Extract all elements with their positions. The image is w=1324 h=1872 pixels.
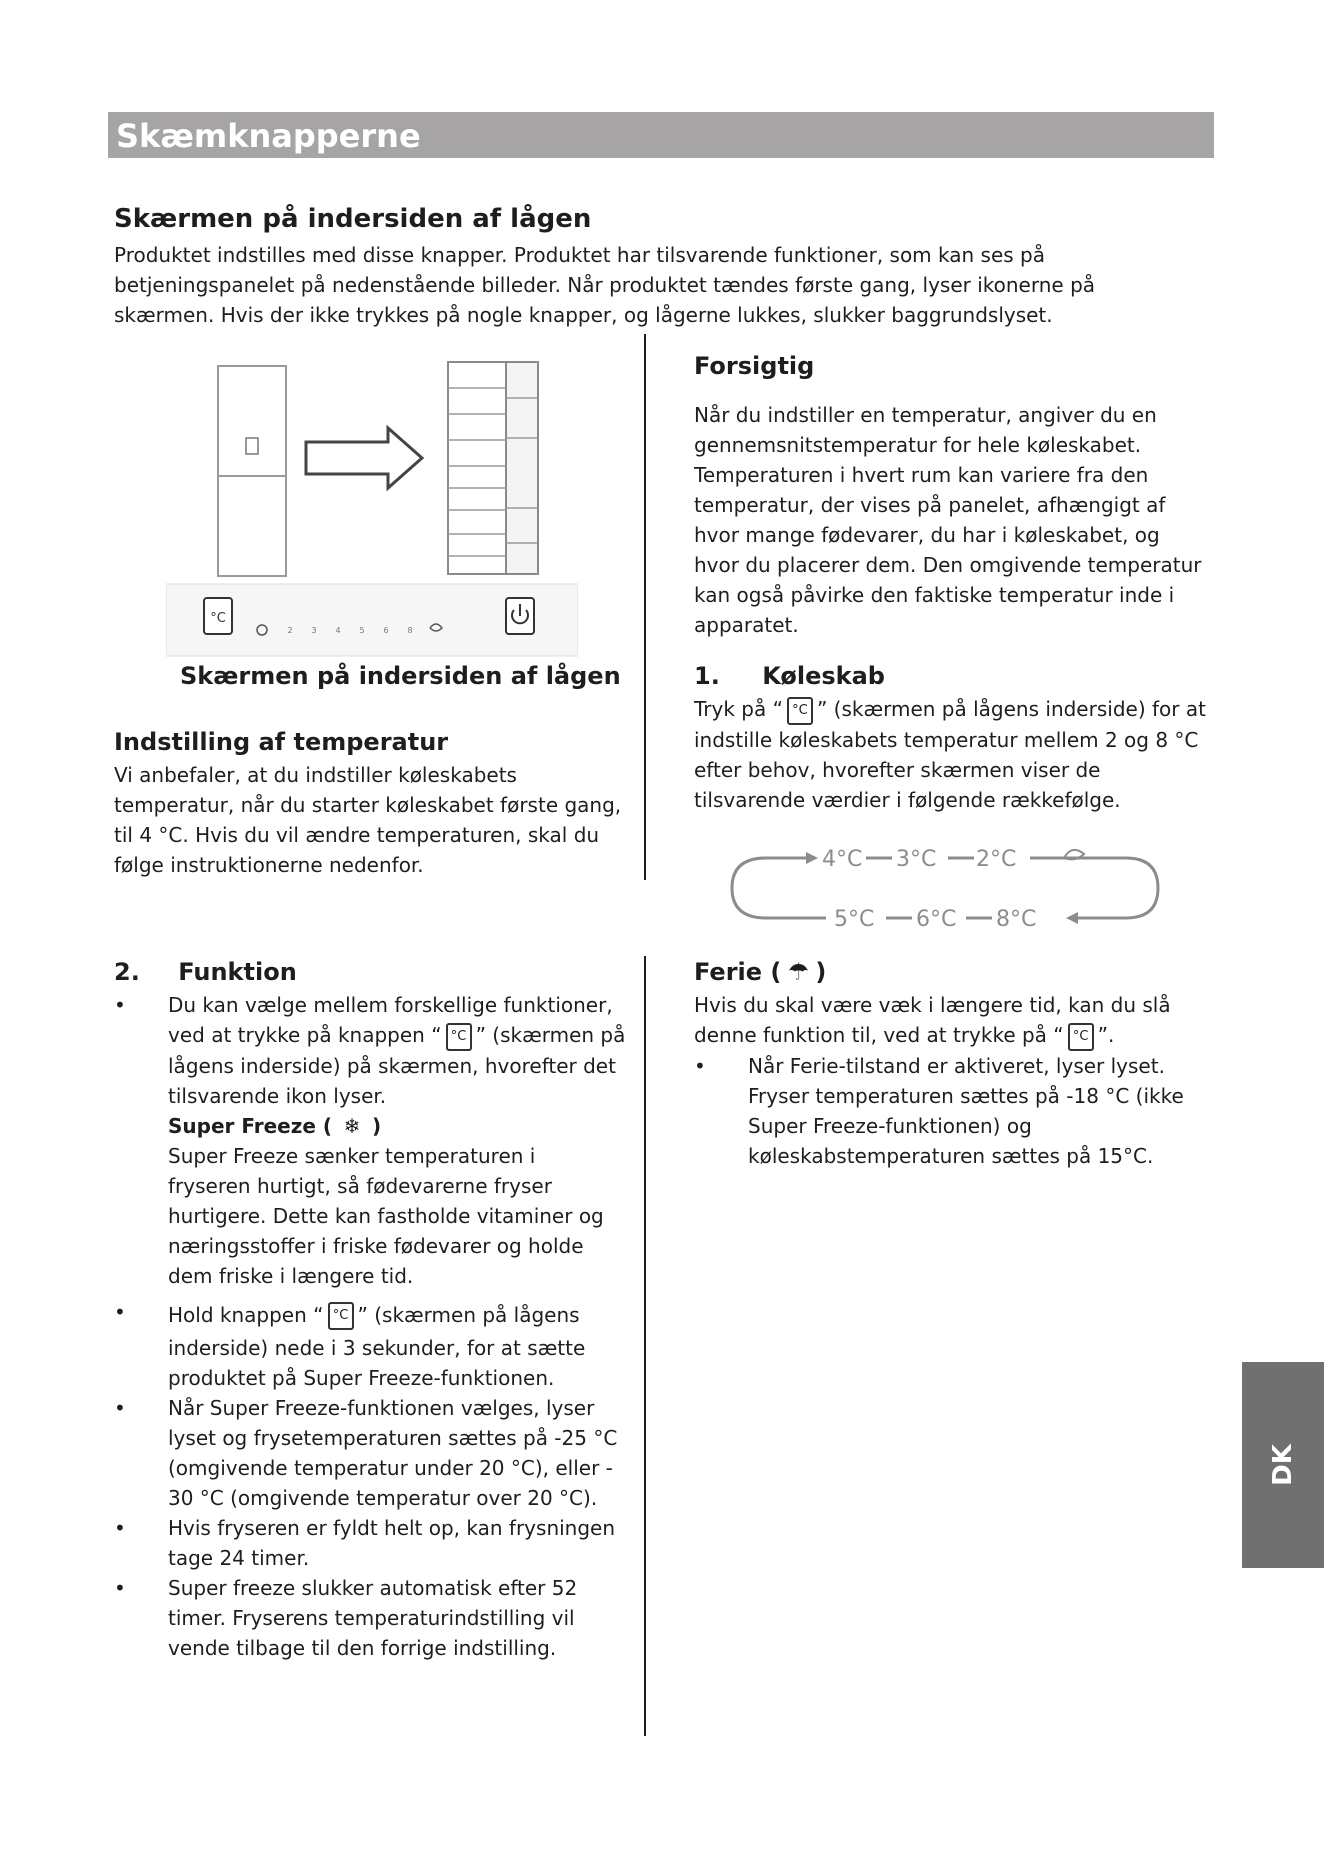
function-line: lyset og frysetemperaturen sættes på -25 °C [168,1425,618,1450]
list-item: • Når Ferie-tilstand er aktiveret, lyser lyset. Fryser temperaturen sættes på -18 °C (ikke Super Freeze-funktionen) og køleskabstemperaturen sættes på 15°C. [694,1051,1214,1171]
column-divider [644,334,646,880]
caution-line: Temperaturen i hvert rum kan variere fra den [694,463,1149,487]
function-line: Super freeze slukker automatisk efter 52 [168,1575,578,1600]
function-line-end: ” (skærmen på [475,1023,626,1047]
caution-line: gennemsnitstemperatur for hele køleskabet. [694,433,1142,457]
function-line-end: ” (skærmen på lågens [357,1302,580,1327]
figure-caption: Skærmen på indersiden af lågen [180,662,621,690]
vacation-heading-start: Ferie ( [694,958,782,986]
function-line: Når Super Freeze-funktionen vælges, lyser [168,1395,595,1420]
caution-line: apparatet. [694,613,799,637]
open-fridge-body [448,362,506,574]
temp-setting-line: følge instruktionerne nedenfor. [114,853,424,877]
fridge-heading-number: 1. [694,662,720,690]
intro-line: skærmen. Hvis der ikke trykkes på nogle knapper, og lågerne lukkes, slukker baggrundslyset. [114,303,1053,327]
function-line: Du kan vælge mellem forskellige funktioner, [168,993,613,1017]
vacation-heading-end: ) [815,958,827,986]
cycle-value: 2°C [976,847,1017,872]
list-item: • Når Super Freeze-funktionen vælges, lyser lyset og frysetemperaturen sættes på -25 °C (omgivende temperatur under 20 °C), eller - 30 °C (omgivende temperatur over 20 °C). [114,1393,634,1513]
caution-heading: Forsigtig [694,352,815,380]
fridge-illustration [166,358,578,658]
panel-number: 3 [311,626,317,635]
arrow-right-icon [306,428,422,488]
vacation-heading [694,956,826,988]
language-tab-label: DK [1268,1444,1298,1486]
fridge-heading-text: Køleskab [762,662,885,690]
list-item: • Hold knappen “ °C ” (skærmen på lågens inderside) nede i 3 sekunder, for at sætte produktet på Super Freeze-funktionen. [114,1297,634,1393]
function-line: Hvis fryseren er fyldt helt op, kan frysningen [168,1515,616,1540]
list-item: • Hvis fryseren er fyldt helt op, kan frysningen tage 24 timer. [114,1513,634,1573]
vacation-bullet-line: køleskabstemperaturen sættes på 15°C. [748,1143,1154,1168]
temp-setting-line: til 4 °C. Hvis du vil ændre temperaturen, skal du [114,823,600,847]
fridge-line: efter behov, hvorefter skærmen viser de [694,757,1101,782]
temp-setting-line: temperatur, når du starter køleskabet første gang, [114,793,622,817]
vacation-bullet-line: Super Freeze-funktionen) og [748,1113,1032,1138]
caution-line: hvor mange fødevarer, du har i køleskabet, og [694,523,1160,547]
temp-setting-heading: Indstilling af temperatur [114,728,449,756]
function-line: timer. Fryserens temperaturindstilling vil [168,1605,575,1630]
fridge-line-start: Tryk på “ [694,697,783,721]
super-freeze-close: ) [372,1113,382,1138]
cycle-value: 6°C [916,907,957,932]
column-divider [644,956,646,1736]
super-freeze-line: hurtigere. Dette kan fastholde vitaminer og [168,1203,604,1228]
super-freeze-line: fryseren hurtigt, så fødevarerne fryser [168,1173,552,1198]
list-item: • Du kan vælge mellem forskellige funktioner, ved at trykke på knappen “ °C ” (skærmen på lågens inderside) på skærmen, hvorefter det tilsvarende ikon lyser. Super Freeze ( ❄ ) Super Freeze sænker temperaturen i fryseren hurtigt, så fødevarerne fryser hurtigere. Dette kan fastholde vitaminer og næringsstoffer i friske fødevarer og holde dem friske i længere tid. [114,990,634,1291]
caution-paragraph [694,400,1214,640]
temperature-cycle-svg [726,836,1172,936]
intro-paragraph [114,240,1214,330]
intro-line: Produktet indstilles med disse knapper. Produktet har tilsvarende funktioner, som kan ses på [114,243,1045,267]
function-list [114,990,634,1663]
function-line: lågens inderside) på skærmen, hvorefter det [168,1053,616,1078]
vacation-bullet-line: Når Ferie-tilstand er aktiveret, lyser lyset. [748,1053,1165,1078]
open-fridge-door [506,362,538,574]
temp-button-label: °C [210,611,226,626]
function-line: vende tilbage til den forrige indstilling. [168,1635,557,1660]
cycle-value: 8°C [996,907,1037,932]
intro-heading: Skærmen på indersiden af lågen [114,204,592,234]
temp-button-icon: °C [1068,1023,1094,1051]
fridge-illustration-svg [166,358,578,658]
vacation-line-end: ”. [1097,1023,1115,1047]
caution-line: temperatur, der vises på panelet, afhængigt af [694,493,1166,517]
function-line: 30 °C (omgivende temperatur over 20 °C). [168,1485,598,1510]
vacation-line: Hvis du skal være væk i længere tid, kan du slå [694,993,1171,1017]
vacation-bullet-line: Fryser temperaturen sættes på -18 °C (ikke [748,1083,1184,1108]
temp-button-icon: °C [787,697,813,725]
caution-line: hvor du placerer dem. Den omgivende temperatur [694,553,1202,577]
temp-setting-line: Vi anbefaler, at du indstiller køleskabets [114,763,517,787]
cycle-value: 3°C [896,847,937,872]
snowflake-icon: ❄ [343,1113,361,1138]
cycle-value: 5°C [834,907,875,932]
intro-line: betjeningspanelet på nedenstående billeder. Når produktet tændes første gang, lyser ikonerne på [114,273,1096,297]
panel-number: 4 [335,626,341,635]
banner-title: Skæmknapperne [116,117,421,155]
super-freeze-line: Super Freeze sænker temperaturen i [168,1143,536,1168]
function-line: tage 24 timer. [168,1545,310,1570]
function-heading-number: 2. [114,958,140,986]
panel-number: 2 [287,626,293,635]
function-line: inderside) nede i 3 sekunder, for at sætte [168,1335,586,1360]
function-line: produktet på Super Freeze-funktionen. [168,1365,555,1390]
vacation-paragraph [694,990,1214,1171]
vacation-icon: ☂ [787,958,810,986]
caution-line: Når du indstiller en temperatur, angiver du en [694,403,1157,427]
temperature-cycle-diagram [726,836,1172,936]
list-item: • Super freeze slukker automatisk efter 52 timer. Fryserens temperaturindstilling vil vende tilbage til den forrige indstilling. [114,1573,634,1663]
function-line: tilsvarende ikon lyser. [168,1083,387,1108]
caution-line: kan også påvirke den faktiske temperatur inde i [694,583,1175,607]
function-line: (omgivende temperatur under 20 °C), eller - [168,1455,613,1480]
panel-number: 5 [359,626,365,635]
function-line-start: ved at trykke på knappen “ [168,1023,442,1047]
temp-button-icon: °C [446,1023,472,1051]
cycle-value: 4°C [822,847,863,872]
panel-number: 8 [407,626,413,635]
super-freeze-line: næringsstoffer i friske fødevarer og holde [168,1233,584,1258]
super-freeze-line: dem friske i længere tid. [168,1263,414,1288]
language-tab [1242,1362,1324,1568]
fridge-line-end: ” (skærmen på lågens inderside) for at [816,697,1206,721]
fridge-heading [694,660,885,692]
temp-setting-paragraph [114,760,634,880]
fridge-line: tilsvarende værdier i følgende rækkefølge. [694,787,1121,812]
panel-number: 6 [383,626,389,635]
function-heading [114,956,297,988]
vacation-line-start: denne funktion til, ved at trykke på “ [694,1023,1064,1047]
fridge-paragraph [694,694,1214,815]
door-display-icon [246,438,258,454]
super-freeze-label: Super Freeze ( [168,1113,333,1138]
fridge-line: indstille køleskabets temperatur mellem 2 og 8 °C [694,727,1199,752]
temp-button-icon: °C [328,1302,354,1330]
function-heading-text: Funktion [178,958,297,986]
closed-fridge-bottom [218,476,286,576]
function-line-start: Hold knappen “ [168,1302,324,1327]
section-banner [108,112,1214,158]
closed-fridge-top [218,366,286,476]
